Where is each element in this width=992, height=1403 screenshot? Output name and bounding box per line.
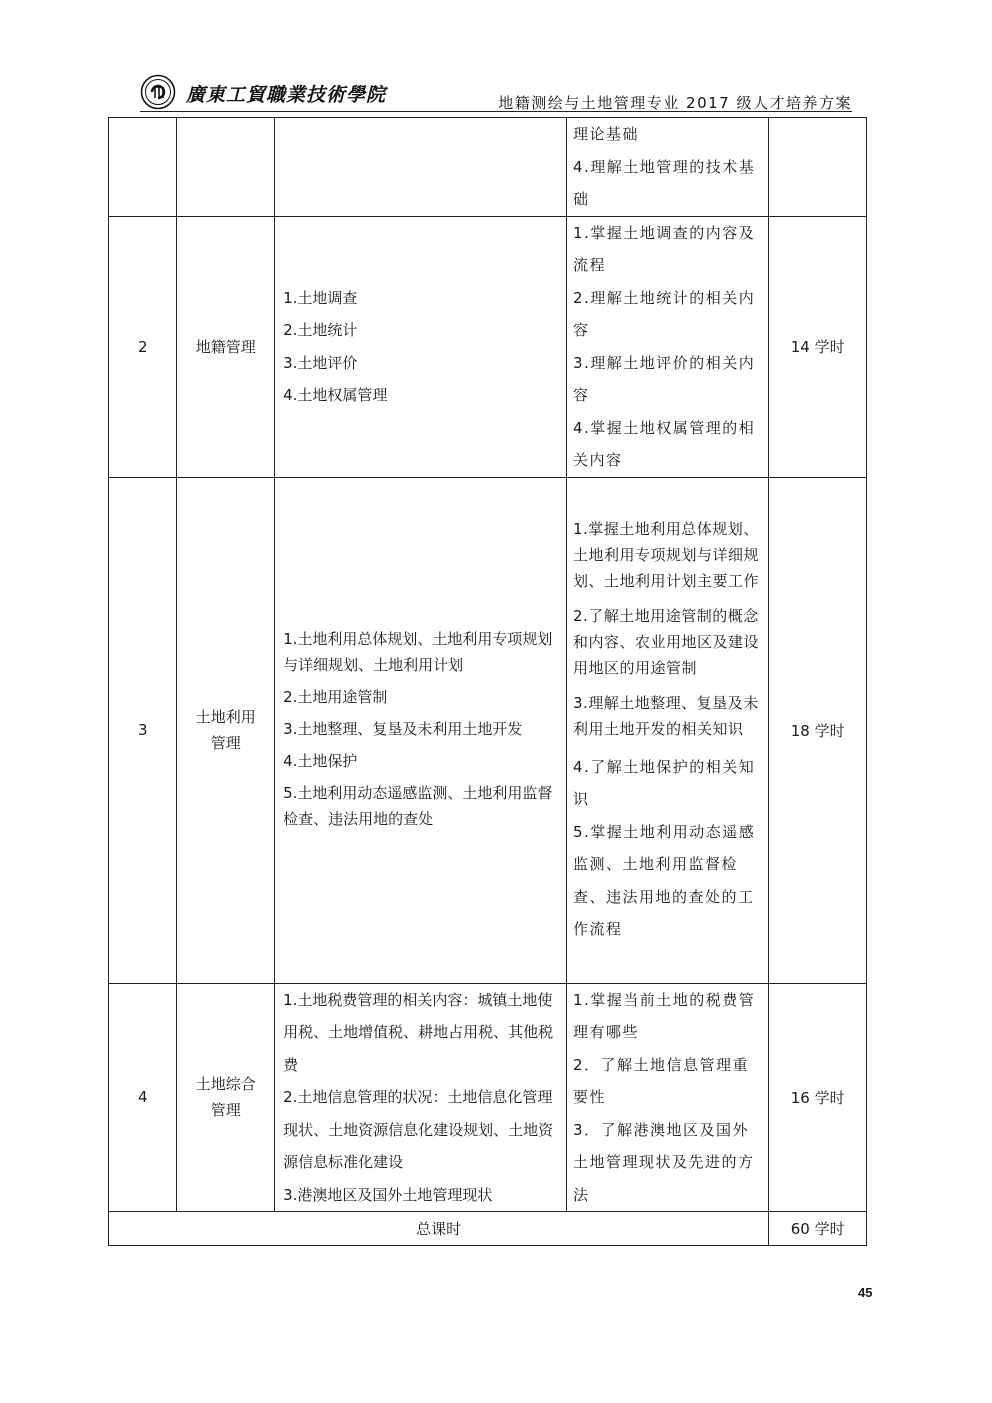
school-name: 廣東工貿職業技術學院 bbox=[186, 84, 387, 106]
objective-item: 4.了解土地保护的相关知识 bbox=[573, 757, 756, 808]
document-title: 地籍测绘与土地管理专业 2017 级人才培养方案 bbox=[498, 94, 852, 112]
table-row bbox=[109, 216, 867, 477]
content-item: 2.土地信息管理的状况：土地信息化管理现状、土地资源信息化建设规划、土地资源信息标准化建设 bbox=[283, 1088, 554, 1171]
content-item: 2.土地统计 bbox=[283, 321, 358, 339]
total-hours: 60 学时 bbox=[769, 1212, 867, 1246]
content-item: 1.土地调查 bbox=[283, 288, 358, 307]
cell-hours: 16 学时 bbox=[769, 983, 867, 1212]
content-item: 3.港澳地区及国外土地管理现状 bbox=[283, 1185, 493, 1204]
cell-contents bbox=[275, 216, 567, 477]
objective-item: 2.理解土地统计的相关内容 bbox=[573, 288, 756, 339]
objective-item: 1.掌握土地调查的内容及流程 bbox=[573, 223, 756, 274]
content-item: 4.土地权属管理 bbox=[283, 386, 388, 404]
cell-no: 3 bbox=[109, 477, 177, 983]
content-item: 3.土地整理、复垦及未利用土地开发 bbox=[283, 720, 523, 738]
objective-item: 3.理解土地整理、复垦及未利用土地开发的相关知识 bbox=[573, 693, 759, 738]
module-name: 土地综合管理 bbox=[195, 1075, 256, 1120]
table-total-row bbox=[109, 1212, 867, 1246]
objective-item: 2.了解土地用途管制的概念和内容、农业用地区及建设用地区的用途管制 bbox=[573, 606, 760, 677]
cell-hours: 18 学时 bbox=[769, 477, 867, 983]
objective-item: 4.理解土地管理的技术基础 bbox=[573, 157, 756, 208]
cell-module bbox=[177, 477, 275, 983]
header-divider bbox=[140, 111, 852, 112]
objective-item: 4.掌握土地权属管理的相关内容 bbox=[573, 418, 756, 469]
cell-objectives bbox=[567, 477, 769, 983]
cell-module: 地籍管理 bbox=[177, 216, 275, 477]
cell-hours: 14 学时 bbox=[769, 216, 867, 477]
total-label: 总课时 bbox=[109, 1212, 769, 1246]
table-row-continued bbox=[109, 118, 867, 217]
cell-module bbox=[177, 118, 275, 217]
cell-objectives bbox=[567, 216, 769, 477]
page-number: 45 bbox=[858, 1285, 873, 1300]
page-header bbox=[140, 70, 852, 110]
cell-no: 2 bbox=[109, 216, 177, 477]
cell-contents bbox=[275, 477, 567, 983]
cell-objectives bbox=[567, 983, 769, 1212]
objective-item: 2．了解土地信息管理重要性 bbox=[573, 1055, 750, 1106]
course-modules-table bbox=[108, 117, 867, 1246]
cell-contents bbox=[275, 118, 567, 217]
cell-module bbox=[177, 983, 275, 1212]
cell-no: 4 bbox=[109, 983, 177, 1212]
objective-item: 1.掌握土地利用总体规划、土地利用专项规划与详细规划、土地利用计划主要工作 bbox=[573, 519, 760, 590]
content-item: 3.土地评价 bbox=[283, 353, 358, 372]
cell-contents bbox=[275, 983, 567, 1212]
objective-item: 1.掌握当前土地的税费管理有哪些 bbox=[573, 990, 756, 1041]
module-name: 土地利用管理 bbox=[195, 708, 256, 752]
cell-objectives bbox=[567, 118, 769, 217]
objective-item: 3.理解土地评价的相关内容 bbox=[573, 353, 756, 404]
table-row bbox=[109, 477, 867, 983]
table-row bbox=[109, 983, 867, 1212]
objective-item: 5.掌握土地利用动态遥感监测、土地利用监督检查、违法用地的查处的工作流程 bbox=[573, 822, 756, 938]
objective-item: 理论基础 bbox=[573, 125, 640, 143]
cell-hours bbox=[769, 118, 867, 217]
content-item: 2.土地用途管制 bbox=[283, 688, 388, 706]
school-logo-icon bbox=[140, 74, 176, 110]
cell-no bbox=[109, 118, 177, 217]
content-item: 1.土地利用总体规划、土地利用专项规划与详细规划、土地利用计划 bbox=[283, 630, 553, 674]
content-item: 5.土地利用动态遥感监测、土地利用监督检查、违法用地的查处 bbox=[283, 784, 553, 828]
content-item: 1.土地税费管理的相关内容：城镇土地使用税、土地增值税、耕地占用税、其他税费 bbox=[283, 990, 554, 1074]
content-item: 4.土地保护 bbox=[283, 752, 358, 770]
objective-item: 3．了解港澳地区及国外土地管理现状及先进的方法 bbox=[573, 1120, 755, 1204]
